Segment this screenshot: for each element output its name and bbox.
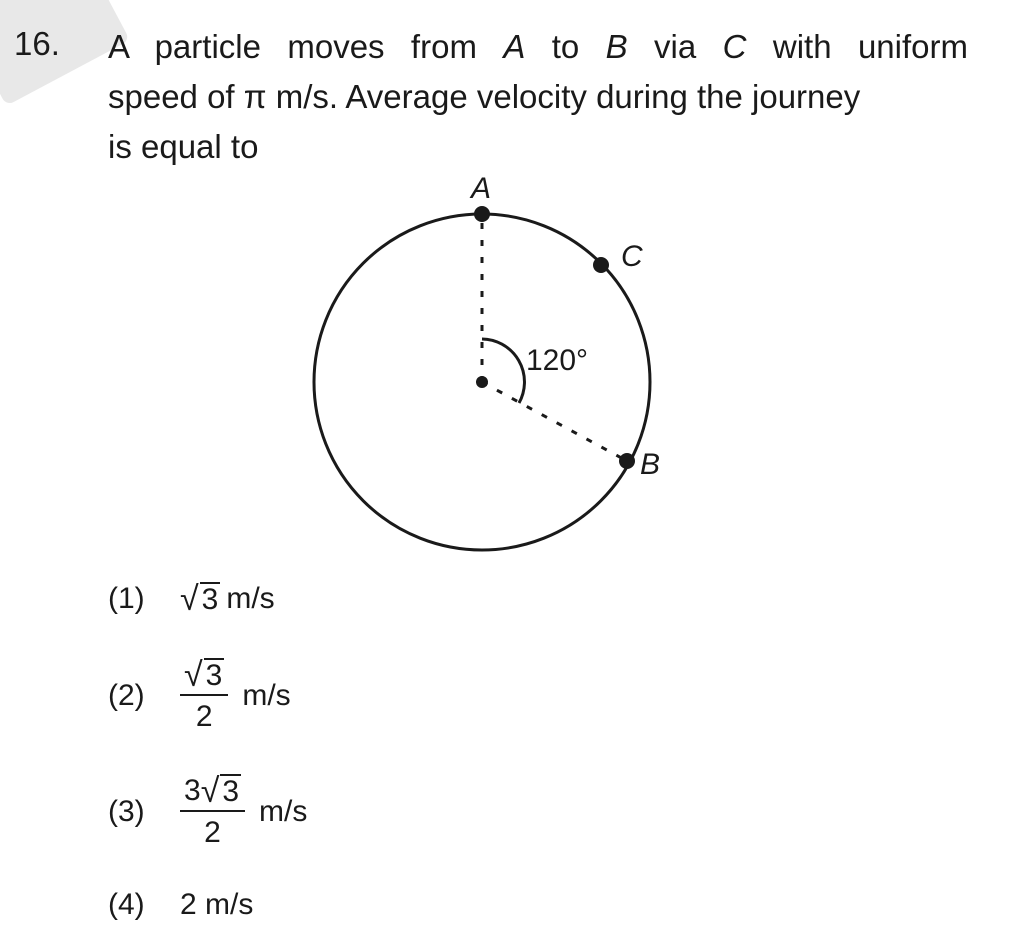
point-a [474,206,490,222]
option-3-unit: m/s [259,795,308,828]
label-b: B [640,448,661,481]
var-b: B [605,28,628,65]
option-1-number: (1) [108,582,145,615]
option-1-unit: m/s [226,582,275,615]
angle-arc [482,339,524,403]
sqrt-expression: √ 3 [180,580,219,618]
option-2[interactable] [108,658,291,734]
fraction-numerator: √ 3 [180,658,228,696]
fraction [180,774,245,850]
center-point [476,376,488,388]
var-a: A [503,28,526,65]
option-4-text: 2 m/s [180,888,254,921]
angle-label: 120° [526,344,589,377]
radical-sign: √ [180,580,199,618]
radius-ob [482,382,627,461]
option-2-number: (2) [108,679,145,712]
question-text [108,22,968,172]
option-1[interactable] [108,582,275,616]
question-number: 16. [14,25,60,62]
option-3-number: (3) [108,795,145,828]
option-4-number: (4) [108,888,145,921]
fraction [180,658,228,734]
label-c: C [621,240,643,273]
radical-sign: √ [200,772,220,810]
question-line-1: A particle moves from A to B via C with uniform [108,28,968,65]
point-c [593,257,609,273]
option-4[interactable] [108,888,253,922]
question-line-3: is equal to [108,128,259,165]
fraction-denominator: 2 [204,816,221,849]
fraction-denominator: 2 [195,700,213,733]
label-a: A [471,172,492,205]
fraction-numerator: 3 √ 3 [180,774,245,812]
point-b [619,453,635,469]
circle-diagram [300,170,700,560]
var-c: C [722,28,747,65]
question-line-2: speed of π m/s. Average velocity during the journey [108,78,861,115]
radical-sign: √ [184,656,203,694]
option-3[interactable] [108,774,307,850]
option-2-unit: m/s [242,679,291,712]
